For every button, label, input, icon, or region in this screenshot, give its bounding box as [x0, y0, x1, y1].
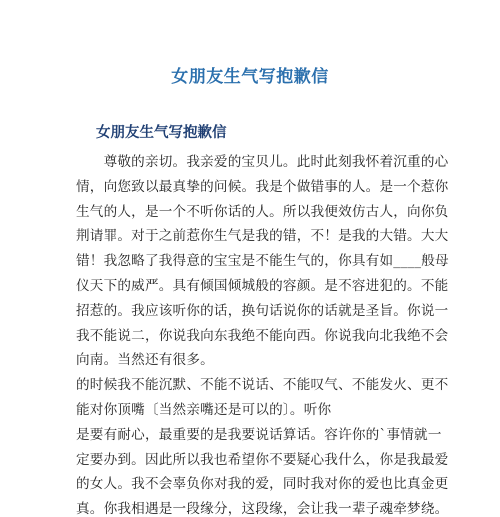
text-line: 生气的人，是一个不听你话的人。所以我便效仿古人，向你负 [76, 203, 449, 220]
text-line: 错！我忽略了我得意的宝宝是不能生气的，你具有如____般母 [76, 253, 449, 270]
text-line: 的女人。我不会辜负你对我的爱，同时我对你的爱也比真金更 [76, 476, 449, 493]
text-line: 仪天下的威严。具有倾国倾城般的容颜。是不容进犯的。不能 [76, 277, 449, 294]
text-line: 定要办到。因此所以我也希望你不要疑心我什么，你是我最爱 [76, 451, 449, 468]
text-line: 招惹的。我应该听你的话，换句话说你的话就是圣旨。你说一 [76, 302, 449, 319]
body-text [76, 150, 449, 517]
text-line: 能对你顶嘴〔当然亲嘴还是可以的〕。听你 [76, 401, 332, 418]
text-line: 情，向您致以最真挚的问候。我是个做错事的人。是一个惹你 [76, 178, 449, 195]
section-heading: 女朋友生气写抱歉信 [96, 125, 227, 141]
text-line: 是要有耐心，最重要的是我要说话算话。容许你的`事情就一 [76, 426, 442, 443]
text-line: 尊敬的亲切。我亲爱的宝贝儿。此时此刻我怀着沉重的心 [76, 154, 449, 170]
text-line: 我不能说二，你说我向东我绝不能向西。你说我向北我绝不会 [76, 327, 449, 344]
text-line: 向南。当然还有很多。 [76, 352, 214, 369]
text-line: 荆请罪。对于之前惹你生气是我的错，不！是我的大错。大大 [76, 228, 449, 245]
text-line: 的时候我不能沉默、不能不说话、不能叹气、不能发火、更不 [76, 377, 449, 394]
text-line: 真。你我相遇是一段缘分，这段缘，会让我一辈子魂牵梦绕。 [76, 501, 449, 517]
document-title: 女朋友生气写抱歉信 [171, 67, 329, 87]
